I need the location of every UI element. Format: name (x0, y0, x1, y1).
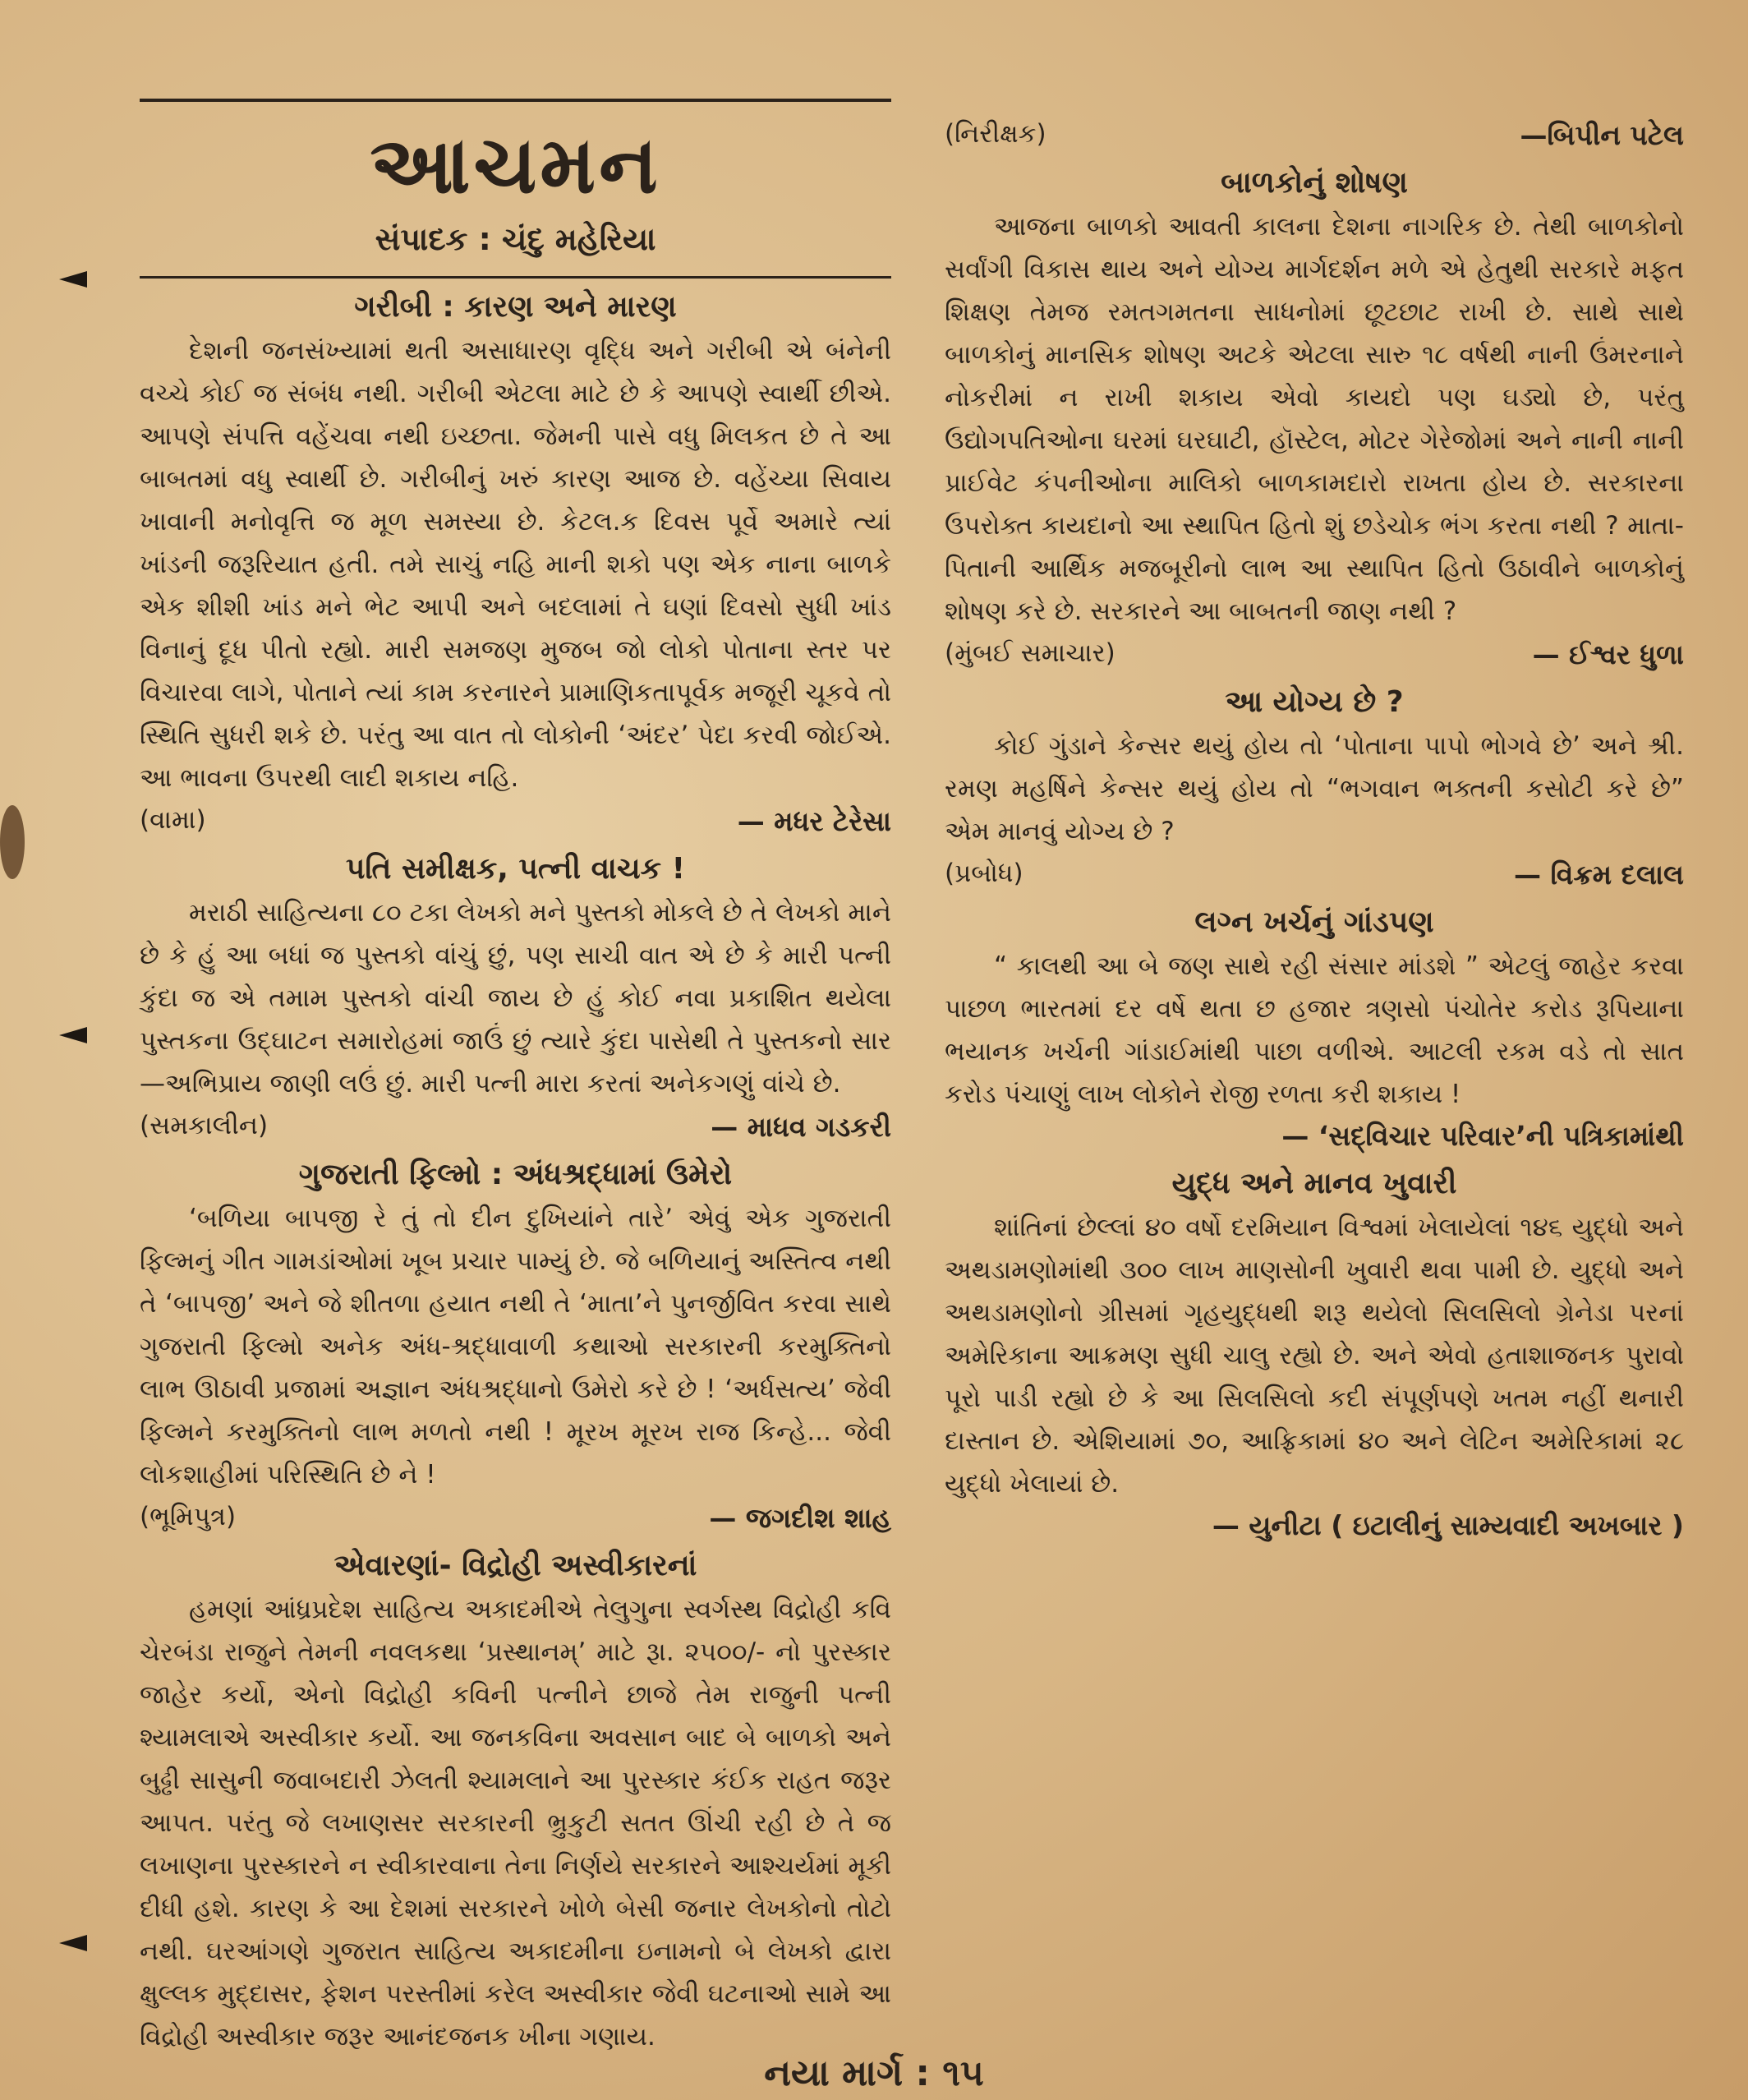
article (140, 1158, 891, 1537)
article (945, 1167, 1684, 1545)
title-rule (140, 276, 891, 279)
article (140, 852, 891, 1146)
margin-arrow-icon (59, 1935, 87, 1951)
margin-arrow-icon (59, 1027, 87, 1043)
article-source: (પ્રબોધ) (945, 859, 1024, 888)
column-title: આચમન (370, 118, 661, 211)
article (140, 290, 891, 840)
article-heading: યુદ્ધ અને માનવ ખુવારી (1171, 1167, 1457, 1200)
article-author: — માધવ ગડકરી (711, 1111, 891, 1143)
article-author: — યુનીટા ( ઇટાલીનું સામ્યવાદી અખબાર ) (1212, 1509, 1684, 1541)
article-body: હમણાં આંધ્રપ્રદેશ સાહિત્ય અકાદમીએ તેલુગુના સ્વર્ગસ્થ વિદ્રોહી કવિ ચેરબંડા રાજુને તેમની નવલકથા ‘પ્રસ્થાનમ્’ માટે રૂા. ૨૫૦૦/- નો પુરસ્કાર જાહેર કર્યો, એનો વિદ્રોહી કવિની પત્નીને છાજે તેમ રાજુની પત્ની શ્યામલાએ અસ્વીકાર કર્યો. આ જનકવિના અવસાન બાદ બે બાળકો અને બુઢ્ઢી સાસુની જવાબદારી ઝેલતી શ્યામલાને આ પુરસ્કાર કંઈક રાહત જરૂર આપત. પરંતુ જે લખાણસર સરકારની ભ્રુકુટી સતત ઊંચી રહી છે તે જ લખાણના પુરસ્કારને ન સ્વીકારવાના તેના નિર્ણયે સરકારને આશ્ચર્યમાં મૂકી દીધી હશે. કારણ કે આ દેશમાં સરકારને ખોળે બેસી જનાર લેખકોનો તોટો નથી. ઘરઆંગણે ગુજરાત સાહિત્ય અકાદમીના ઇનામનો બે લેખકો દ્વારા ક્ષુલ્લક મુદ્દાસર, ફેશન પરસ્તીમાં કરેલ અસ્વીકાર જેવી ઘટનાઓ સામે આ વિદ્રોહી અસ્વીકાર જરૂર આનંદજનક ખીના ગણાય. (140, 1595, 891, 2052)
page-footer: નયા માર્ગ : ૧૫ (764, 2052, 984, 2094)
article-author: — મધર ટેરેસા (737, 805, 891, 837)
article-source: (ભૂમિપુત્ર) (140, 1502, 237, 1531)
left-column (140, 99, 891, 2058)
article-author: — વિક્રમ દલાલ (1513, 859, 1684, 891)
article-body: દેશની જનસંખ્યામાં થતી અસાધારણ વૃદ્ધિ અને ગરીબી એ બંનેની વચ્ચે કોઈ જ સંબંધ નથી. ગરીબી એટલા માટે છે કે આપણે સ્વાર્થી છીએ. આપણે સંપત્તિ વહેંચવા નથી ઇચ્છતા. જેમની પાસે વધુ મિલકત છે તે આ બાબતમાં વધુ સ્વાર્થી છે. ગરીબીનું ખરું કારણ આજ છે. વહેંચ્યા સિવાય ખાવાની મનોવૃત્તિ જ મૂળ સમસ્યા છે. કેટલ.ક દિવસ પૂર્વે અમારે ત્યાં ખાંડની જરૂરિયાત હતી. તમે સાચું નહિ માની શકો પણ એક નાના બાળકે એક શીશી ખાંડ મને ભેટ આપી અને બદલામાં તે ઘણાં દિવસો સુધી ખાંડ વિનાનું દૂધ પીતો રહ્યો. મારી સમજણ મુજબ જો લોકો પોતાના સ્તર પર વિચારવા લાગે, પોતાને ત્યાં કામ કરનારને પ્રામાણિકતાપૂર્વક મજૂરી ચૂકવે તો સ્થિતિ સુધરી શકે છે. પરંતુ આ વાત તો લોકોની ‘અંદર’ પેદા કરવી જોઈએ. આ ભાવના ઉપરથી લાદી શકાય નહિ. (140, 336, 891, 793)
article (945, 166, 1684, 674)
article (140, 1549, 891, 2058)
article-body: કોઈ ગુંડાને કેન્સર થયું હોય તો ‘પોતાના પાપો ભોગવે છે’ અને શ્રી. રમણ મહર્ષિને કેન્સર થયું હોય તો “ભગવાન ભક્તની કસોટી કરે છે” એમ માનવું યોગ્ય છે ? (945, 731, 1684, 846)
article-heading: એવારણાં- વિદ્રોહી અસ્વીકારનાં (334, 1549, 697, 1582)
article-body: મરાઠી સાહિત્યના ૮૦ ટકા લેખકો મને પુસ્તકો મોકલે છે તે લેખકો માને છે કે હું આ બધાં જ પુસ્તકો વાંચું છું, પણ સાચી વાત એ છે કે મારી પત્ની કુંદા જ એ તમામ પુસ્તકો વાંચી જાય છે હું કોઈ નવા પ્રકાશિત થયેલા પુસ્તકના ઉદ્‌ઘાટન સમારોહમાં જાઉં છું ત્યારે કુંદા પાસેથી તે પુસ્તકનો સાર—અભિપ્રાય જાણી લઉં છું. મારી પત્ની મારા કરતાં અનેકગણું વાંચે છે. (140, 898, 891, 1098)
article-source: (નિરીક્ષક) (945, 119, 1046, 149)
article-body: શાંતિનાં છેલ્લાં ૪૦ વર્ષો દરમિયાન વિશ્વમાં ખેલાયેલાં ૧૪૬ યુદ્ધો અને અથડામણોમાંથી ૩૦૦ લાખ માણસોની ખુવારી થવા પામી છે. યુદ્ધો અને અથડામણોનો ગ્રીસમાં ગૃહયુદ્ધથી શરૂ થયેલો સિલસિલો ગ્રેનેડા પરનાં અમેરિકાના આક્રમણ સુધી ચાલુ રહ્યો છે. અને એવો હતાશાજનક પુરાવો પૂરો પાડી રહ્યો છે કે આ સિલસિલો કદી સંપૂર્ણપણે ખતમ નહીં થનારી દાસ્તાન છે. એશિયામાં ૭૦, આફ્રિકામાં ૪૦ અને લેટિન અમેરિકામાં ૨૮ યુદ્ધો ખેલાયાં છે. (945, 1213, 1684, 1499)
editor-line: સંપાદક : ચંદુ મહેરિયા (375, 221, 656, 257)
article-source: (મુંબઈ સમાચાર) (945, 638, 1116, 668)
article-body: “ કાલથી આ બે જણ સાથે રહી સંસાર માંડશે ” એટલું જાહેર કરવા પાછળ ભારતમાં દર વર્ષે થતા છ હજાર ત્રણસો પંચોતેર કરોડ રૂપિયાના ભયાનક ખર્ચની ગાંડાઈમાંથી પાછા વળીએ. આટલી રકમ વડે તો સાત કરોડ પંચાણું લાખ લોકોને રોજી રળતા કરી શકાય ! (945, 951, 1684, 1109)
article-heading: ગરીબી : કારણ અને મારણ (354, 290, 677, 324)
article-continued (945, 115, 1684, 154)
article-body: ‘બળિયા બાપજી રે તું તો દીન દુખિયાંને તારે’ એવું એક ગુજરાતી ફિલ્મનું ગીત ગામડાંઓમાં ખૂબ પ્રચાર પામ્યું છે. જે બળિયાનું અસ્તિત્વ નથી તે ‘બાપજી’ અને જે શીતળા હયાત નથી તે ‘માતા’ને પુનર્જીવિત કરવા સાથે ગુજરાતી ફિલ્મો અનેક અંધ-શ્રદ્ધાવાળી કથાઓ સરકારની કરમુક્તિનો લાભ ઊઠાવી પ્રજામાં અજ્ઞાન અંધશ્રદ્ધાનો ઉમેરો કરે છે ! ‘અર્ધસત્ય’ જેવી ફિલ્મને કરમુક્તિનો લાભ મળતો નથી ! મૂરખ મૂરખ રાજ કિન્હે... જેવી લોકશાહીમાં પરિસ્થિતિ છે ને ! (140, 1204, 891, 1490)
article-source: (વામા) (140, 805, 206, 835)
top-rule (140, 99, 891, 102)
article-author: — ‘સદ્‌વિચાર પરિવાર’ની પત્રિકામાંથી (1281, 1120, 1684, 1152)
article-author: —બિપીન પટેલ (1520, 119, 1684, 151)
article-heading: પતિ સમીક્ષક, પત્ની વાચક ! (345, 852, 685, 886)
article-author: — જગદીશ શાહ (709, 1502, 891, 1534)
article (945, 685, 1684, 894)
article-source: (સમકાલીન) (140, 1111, 269, 1140)
page-damage-mark (0, 805, 25, 879)
margin-arrow-icon (59, 271, 87, 288)
article-heading: બાળકોનું શોષણ (1221, 166, 1408, 200)
article-author: — ઈશ્વર ધુળા (1532, 638, 1684, 670)
article-body: આજના બાળકો આવતી કાલના દેશના નાગરિક છે. તેથી બાળકોનો સર્વાંગી વિકાસ થાય અને યોગ્ય માર્ગદર્શન મળે એ હેતુથી સરકારે મફત શિક્ષણ તેમજ રમતગમતના સાધનોમાં છૂટછાટ રાખી છે. સાથે સાથે બાળકોનું માનસિક શોષણ અટકે એટલા સારુ ૧૮ વર્ષથી નાની ઉંમરનાને નોકરીમાં ન રાખી શકાય એવો કાયદો પણ ઘડ્યો છે, પરંતુ ઉદ્યોગપતિઓના ઘરમાં ઘરઘાટી, હૉસ્ટેલ, મોટર ગેરેજોમાં અને નાની નાની પ્રાઈવેટ કંપનીઓના માલિકો બાળકામદારો રાખતા હોય છે. સરકારના ઉપરોક્ત કાયદાનો આ સ્થાપિત હિતો શું છડેચોક ભંગ કરતા નથી ? માતા-પિતાની આર્થિક મજબૂરીનો લાભ આ સ્થાપિત હિતો ઉઠાવીને બાળકોનું શોષણ કરે છે. સરકારને આ બાબતની જાણ નથી ? (945, 212, 1684, 626)
article-heading: ગુજરાતી ફિલ્મો : અંધશ્રદ્ધામાં ઉમેરો (298, 1158, 733, 1191)
right-column (945, 115, 1684, 1551)
article (945, 905, 1684, 1155)
article-heading: લગ્ન ખર્ચનું ગાંડપણ (1194, 905, 1434, 939)
article-heading: આ યોગ્ય છે ? (1225, 685, 1404, 719)
